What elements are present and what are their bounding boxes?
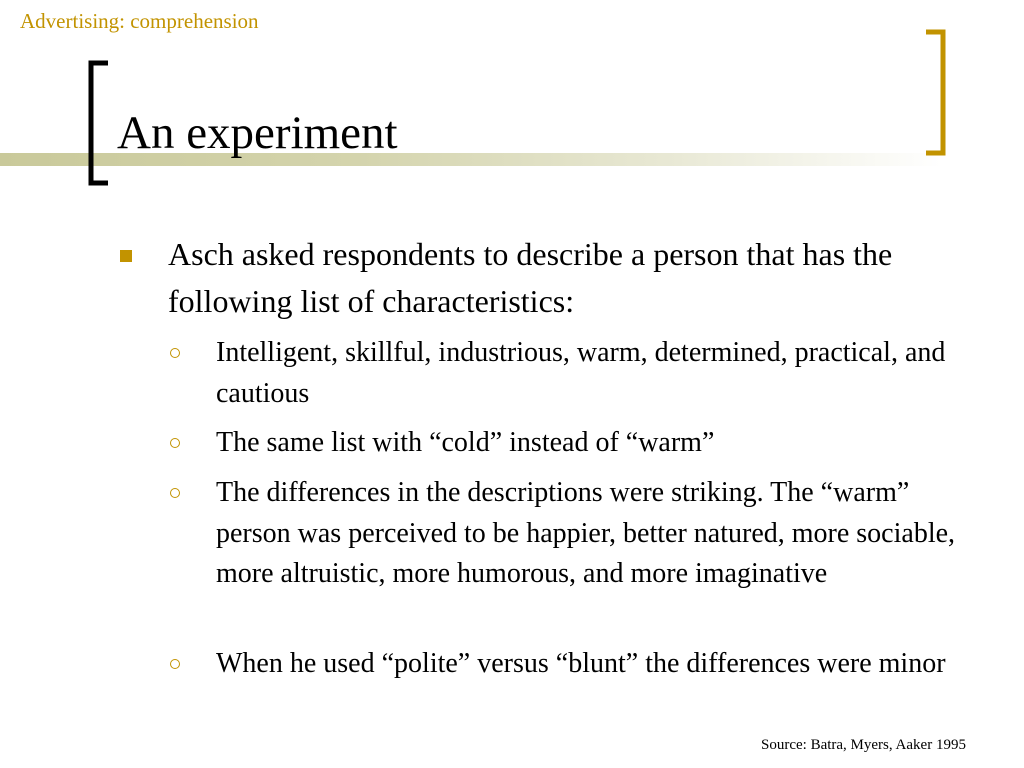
circle-bullet-icon bbox=[170, 438, 180, 448]
slide-title: An experiment bbox=[117, 107, 398, 159]
bullet-text: Asch asked respondents to describe a person that has the following list of characteristics: bbox=[168, 236, 893, 319]
circle-bullet-icon bbox=[170, 659, 180, 669]
sub-bullet-text: Intelligent, skillful, industrious, warm, determined, practical, and cautious bbox=[216, 337, 946, 409]
sub-bullet-text: When he used “polite” versus “blunt” the differences were minor bbox=[216, 648, 946, 679]
source-note: Source: Batra, Myers, Aaker 1995 bbox=[761, 737, 966, 753]
square-bullet-icon bbox=[120, 250, 132, 262]
sub-bullet-text: The differences in the descriptions were striking. The “warm” person was perceived to be happier, better natured, more sociable, more altruistic, more humorous, and more imaginative bbox=[216, 477, 956, 589]
circle-bullet-icon bbox=[170, 348, 180, 358]
circle-bullet-icon bbox=[170, 488, 180, 498]
section-label: Advertising: comprehension bbox=[20, 9, 259, 33]
sub-bullet-text: The same list with “cold” instead of “warm” bbox=[216, 427, 715, 458]
